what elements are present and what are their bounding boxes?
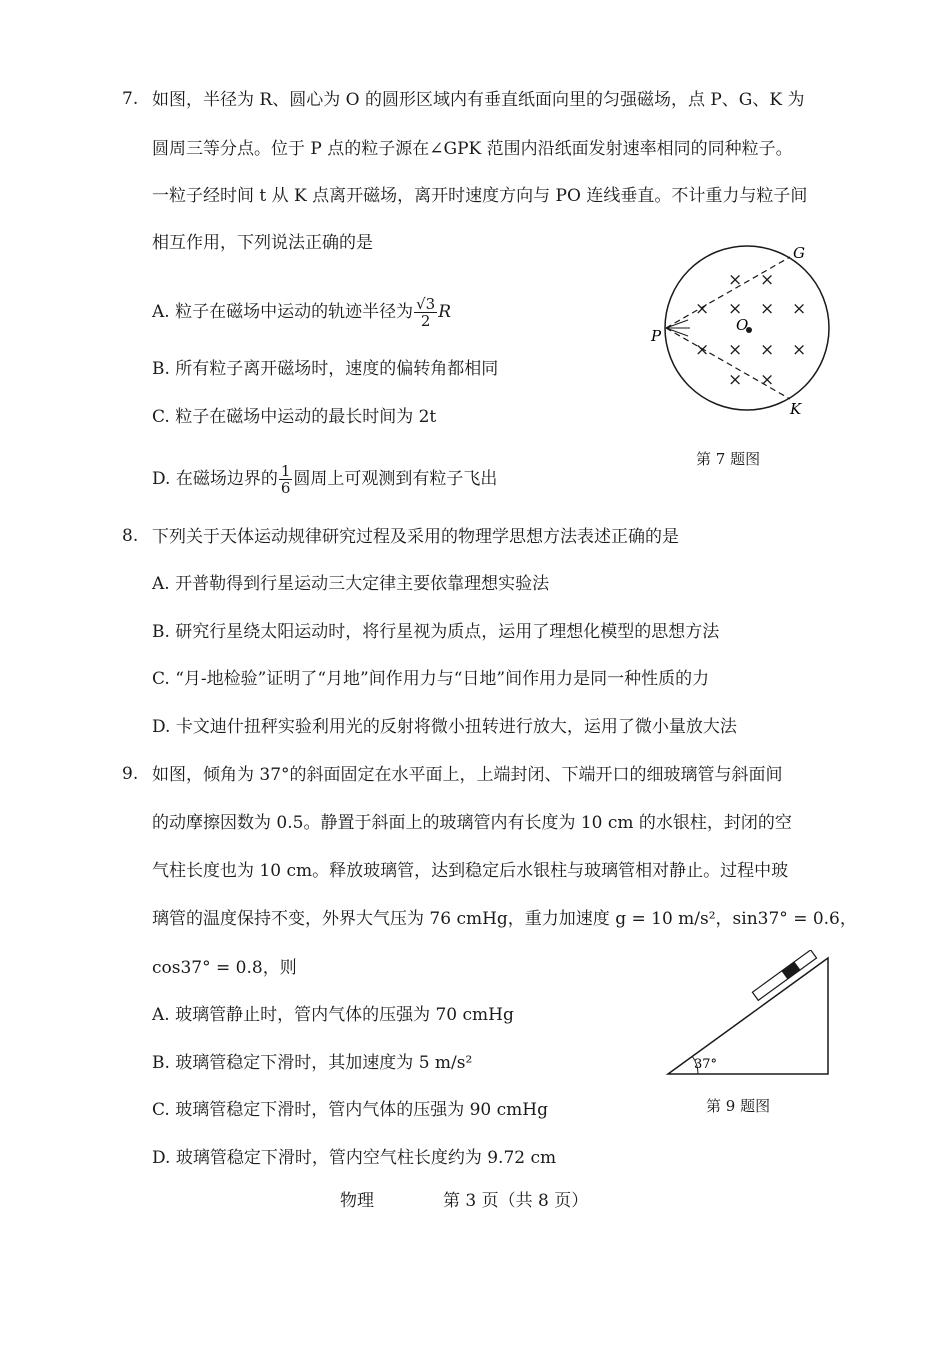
stem-line: 璃管的温度保持不变，外界大气压为 76 cmHg，重力加速度 g = 10 m/s²，sin37° = 0.6， — [152, 909, 857, 929]
option-b: B. 所有粒子离开磁场时，速度的偏转角都相同 — [152, 359, 499, 379]
label-k: K — [790, 400, 802, 418]
option-c: C. 玻璃管稳定下滑时，管内气体的压强为 90 cmHg — [152, 1100, 548, 1120]
option-a: A. 玻璃管静止时，管内气体的压强为 70 cmHg — [152, 1005, 514, 1025]
figure-7 — [640, 240, 840, 425]
stem-line: 气柱长度也为 10 cm。释放玻璃管，达到稳定后水银柱与玻璃管相对静止。过程中玻 — [152, 861, 789, 881]
fraction — [414, 296, 437, 329]
angle-label: 37° — [694, 1057, 718, 1072]
stem-line: 下列关于天体运动规律研究过程及采用的物理学思想方法表述正确的是 — [152, 527, 679, 547]
fraction-denominator: 6 — [280, 479, 291, 497]
option-d: D. 玻璃管稳定下滑时，管内空气柱长度约为 9.72 cm — [152, 1148, 557, 1168]
stem-line: 如图，半径为 R、圆心为 O 的圆形区域内有垂直纸面向里的匀强磁场，点 P、G、K 为 — [152, 90, 805, 110]
option-text: D. 在磁场边界的 — [152, 469, 278, 489]
option-c: C. 粒子在磁场中运动的最长时间为 2t — [152, 407, 437, 427]
fraction-numerator: 1 — [280, 462, 291, 480]
stem-line: 的动摩擦因数为 0.5。静置于斜面上的玻璃管内有长度为 10 cm 的水银柱，封闭的空 — [152, 813, 792, 833]
field-mark: × — [695, 340, 710, 360]
option-b: B. 玻璃管稳定下滑时，其加速度为 5 m/s² — [152, 1053, 473, 1073]
field-mark: × — [728, 340, 743, 360]
field-mark: × — [728, 299, 743, 319]
figure-9 — [660, 950, 840, 1080]
mercury-column — [782, 962, 801, 979]
glass-tube — [752, 950, 816, 1000]
fraction — [279, 463, 293, 496]
figure-9-caption: 第 9 题图 — [706, 1097, 771, 1115]
stem-line: 圆周三等分点。位于 P 点的粒子源在∠GPK 范围内沿纸面发射速率相同的同种粒子。 — [152, 139, 793, 159]
field-mark: × — [695, 299, 710, 319]
question-number: 7. — [122, 89, 139, 109]
option-d — [152, 463, 497, 496]
fraction-denominator: 2 — [420, 312, 431, 330]
label-p: P — [651, 327, 662, 345]
field-mark: × — [792, 299, 807, 319]
field-mark: × — [760, 299, 775, 319]
figure-7-caption: 第 7 题图 — [696, 450, 761, 468]
field-mark: × — [760, 370, 775, 390]
field-mark: × — [728, 370, 743, 390]
stem-line: 如图，倾角为 37°的斜面固定在水平面上，上端封闭、下端开口的细玻璃管与斜面间 — [152, 765, 783, 785]
footer-subject: 物理 — [340, 1191, 374, 1211]
option-text: A. 粒子在磁场中运动的轨迹半径为 — [152, 302, 414, 322]
question-number: 8. — [122, 526, 139, 546]
option-d: D. 卡文迪什扭秤实验利用光的反射将微小扭转进行放大，运用了微小量放大法 — [152, 717, 737, 737]
stem-line: cos37° = 0.8，则 — [152, 958, 297, 978]
label-g: G — [793, 244, 805, 262]
option-a — [152, 296, 451, 329]
field-mark: × — [760, 270, 775, 290]
field-mark: × — [728, 270, 743, 290]
stem-line: 一粒子经时间 t 从 K 点离开磁场，离开时速度方向与 PO 连线垂直。不计重力与粒子间 — [152, 186, 808, 206]
fraction-numerator: √3 — [416, 295, 436, 313]
option-text: R — [438, 302, 452, 322]
question-number: 9. — [122, 764, 139, 784]
stem-line: 相互作用，下列说法正确的是 — [152, 233, 373, 253]
footer-page-info: 第 3 页（共 8 页） — [443, 1191, 589, 1211]
field-mark: × — [792, 340, 807, 360]
label-o: O — [736, 316, 749, 334]
option-c: C. “月-地检验”证明了“月地”间作用力与“日地”间作用力是同一种性质的力 — [152, 669, 710, 689]
option-a: A. 开普勒得到行星运动三大定律主要依靠理想实验法 — [152, 574, 550, 594]
field-mark: × — [760, 340, 775, 360]
option-text: 圆周上可观测到有粒子飞出 — [293, 469, 498, 489]
option-b: B. 研究行星绕太阳运动时，将行星视为质点，运用了理想化模型的思想方法 — [152, 622, 720, 642]
